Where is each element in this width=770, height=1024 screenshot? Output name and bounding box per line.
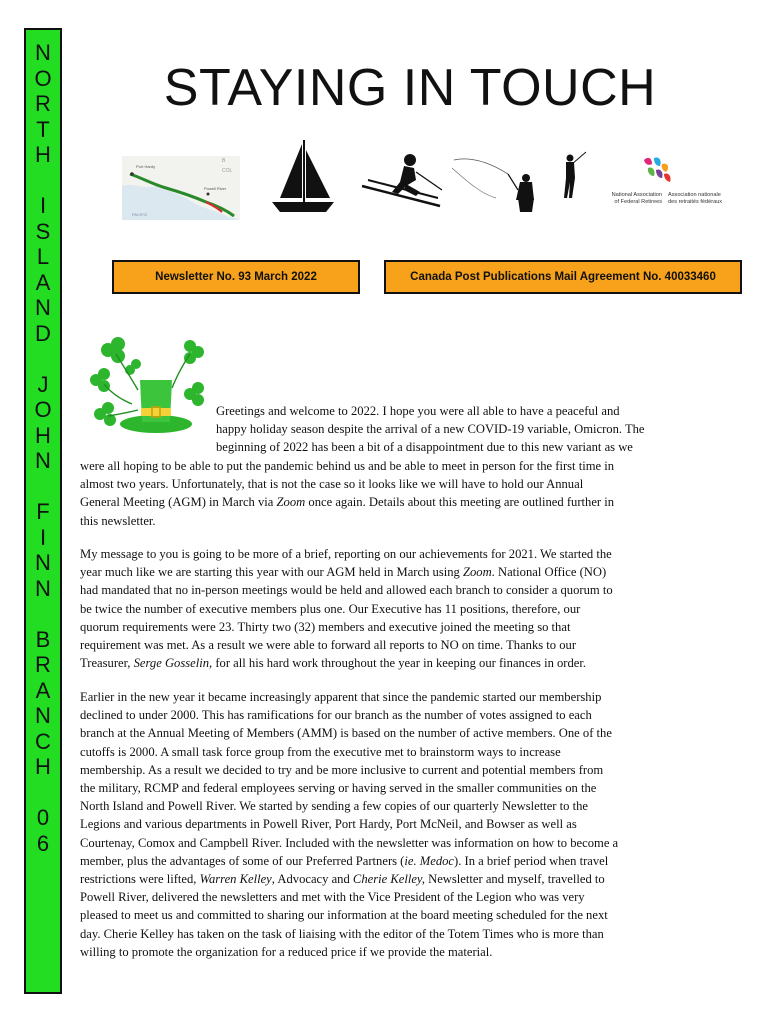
intro-line: almost two years. Unfortunately, that is not the case so it looks like we will have to hold our Annual [80, 477, 584, 492]
golfer-icon [556, 150, 588, 200]
achievements-line: Treasurer, Serge Gosselin, for all his hard work throughout the year in keeping our finances in order. [80, 656, 587, 671]
sidebar-letter: T [36, 116, 50, 142]
sidebar-letter: N [35, 575, 51, 601]
membership-line: Powell River, delivered the newsletters and met with the Vice President of the Legion who was very [80, 890, 585, 905]
logo-text-fr-1: Association nationale [668, 192, 721, 198]
svg-text:PACIFIC: PACIFIC [132, 212, 148, 217]
svg-text:Powell River: Powell River [204, 186, 227, 191]
sidebar-letter: R [35, 91, 51, 116]
sidebar-letter: L [36, 244, 50, 269]
intro-indented-lines [216, 402, 730, 457]
sidebar-letter: I [39, 193, 47, 218]
fisherman-icon [452, 154, 544, 214]
logo-text-en-1: National Association [611, 192, 662, 198]
intro-line-2: happy holiday season despite the arrival of a new COVID-19 variable, Omicron. The [216, 422, 645, 437]
map-image [122, 156, 240, 220]
achievements-line: My message to you is going to be more of a brief, reporting on our achievements for 2021. We started the [80, 547, 612, 561]
page-title: STAYING IN TOUCH [163, 59, 657, 117]
sidebar-letter: H [35, 754, 51, 779]
intro-line: General Meeting (AGM) in March via Zoom once again. Details about this meeting are outlined further in [80, 495, 615, 510]
paragraph-achievements [80, 545, 730, 672]
skier-icon [358, 150, 446, 210]
sidebar-letter: J [37, 371, 49, 397]
sidebar-letter: N [35, 550, 51, 575]
sidebar-letter: O [34, 65, 52, 91]
sidebar-letter: A [35, 677, 51, 703]
paragraph-membership [80, 688, 730, 961]
canada-post-text: Canada Post Publications Mail Agreement No. 40033460 [410, 271, 716, 283]
intro-line: this newsletter. [80, 513, 156, 528]
membership-line: membership. As a result we decided to try and be more inclusive to current and potential members from [80, 762, 604, 777]
logo-text-en-2: of Federal Retirees [614, 199, 662, 205]
canada-post-box [384, 260, 742, 294]
newsletter-number-box [112, 260, 360, 294]
sidebar-letter: S [35, 218, 51, 244]
membership-line: cutoffs is 2000. A small task force group from the executive met to brainstorm ways to increase [80, 744, 561, 759]
logo-text-fr-2: des retraités fédéraux [668, 199, 723, 205]
intro-line-3: beginning of 2022 has been a bit of a disappointment due to this new variant as we [216, 440, 633, 455]
membership-line: Legions and various departments in Powell River, Port Hardy, Port McNeil, and Bowser as well as [80, 817, 577, 832]
sidebar-letter: 6 [36, 830, 50, 856]
sidebar-letter: N [35, 295, 51, 320]
membership-line: branch at the Annual Meeting of Members (AMM) is based on the number of active members. One of the [80, 726, 612, 741]
achievements-line: quorum requirements were 23. Thirty two (32) members and executive joined the meeting so that [80, 619, 571, 634]
sidebar-letter: B [35, 626, 51, 652]
achievements-line: be twice the number of executive members plus one. Our Executive has 11 positions, therefore, our [80, 601, 581, 616]
federal-retirees-logo [604, 154, 728, 210]
membership-line: pleased to meet us and committed to sharing our information at the board meeting scheduled for the next [80, 908, 608, 923]
membership-line: restrictions were lifted, Warren Kelley, Advocacy and Cherie Kelley, Newsletter and myself, travelled to [80, 872, 605, 887]
intro-paragraph-rest [80, 457, 730, 530]
sidebar-letter: I [39, 524, 47, 550]
sidebar-letter: R [35, 652, 51, 677]
membership-line: Courtenay, Comox and Campbell River. Included with the newsletter was information on how to become a [80, 835, 619, 850]
svg-text:B: B [222, 158, 226, 164]
sidebar-letter: F [36, 499, 50, 524]
sidebar-letter: C [35, 728, 51, 754]
sailboat-icon [268, 138, 338, 216]
svg-text:Port Hardy: Port Hardy [136, 164, 156, 169]
membership-line: declined to under 2000. This has ramifications for our branch as the number of votes assigned to each [80, 708, 592, 723]
sidebar-letter: N [35, 448, 51, 473]
achievements-line: had mandated that no in-person meetings would be held and allowed each branch to consider a quorum to [80, 583, 613, 598]
membership-line: Earlier in the new year it became increasingly apparent that since the pandemic started our membership [80, 690, 602, 704]
svg-text:COL: COL [222, 168, 233, 174]
sidebar-letter: H [35, 142, 51, 167]
sidebar-letter: A [35, 269, 51, 295]
sidebar-letter: O [34, 397, 52, 422]
sidebar-letter: N [35, 40, 51, 65]
membership-line: member, plus the advantages of some of our Preferred Partners (ie. Medoc). In a brief period when travel [80, 853, 609, 868]
membership-line: day. Cherie Kelley has taken on the task of liaising with the editor of the Totem Times who is more than [80, 926, 604, 941]
sidebar-branch-name [24, 28, 62, 994]
achievements-line: year much like we are starting this year with our AGM held in March using Zoom. National Office (NO) [80, 565, 607, 580]
membership-line: the military, RCMP and federal employees serving or having served in the smaller communities on the [80, 781, 597, 796]
newsletter-number-text: Newsletter No. 93 March 2022 [155, 271, 317, 283]
achievements-line: requirement was met. As a result we were able to forward all reports to NO on time. Thanks to our [80, 638, 577, 653]
sidebar-letter: H [35, 422, 51, 448]
sidebar-letter: 0 [36, 805, 50, 830]
shamrock-hat-image [86, 330, 210, 438]
membership-line: North Island and Powell River. We started by sending a few copies of our quarterly Newsletter to the [80, 799, 588, 814]
intro-line: were all hoping to be able to put the pandemic behind us and be able to meet in person for the first time in [80, 459, 615, 473]
sidebar-letter: D [35, 320, 51, 346]
membership-line: willing to promote the organization for a reduced price if we provide the material. [80, 944, 493, 959]
sidebar-letter: N [35, 703, 51, 728]
intro-line-1: Greetings and welcome to 2022. I hope you were all able to have a peaceful and [216, 404, 620, 418]
